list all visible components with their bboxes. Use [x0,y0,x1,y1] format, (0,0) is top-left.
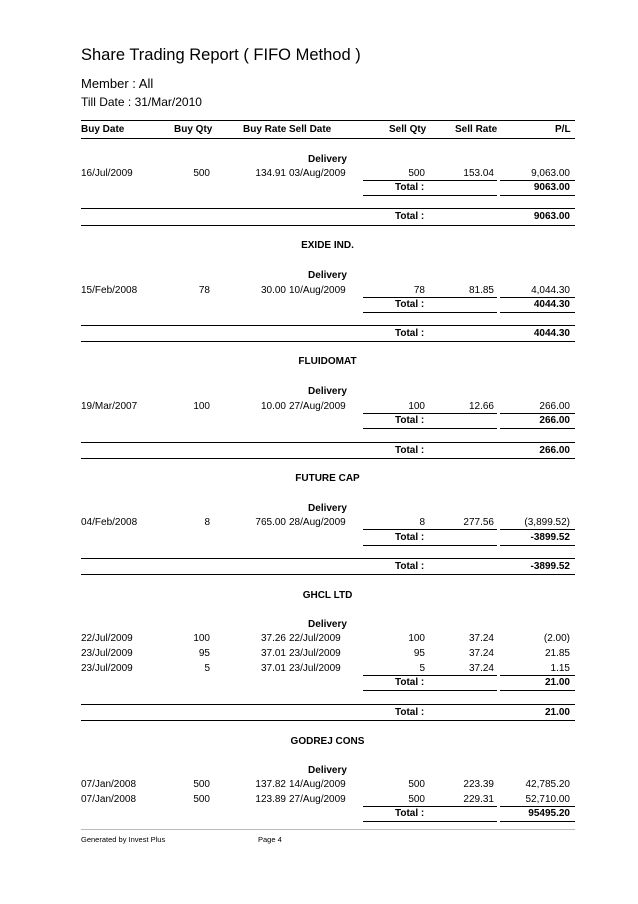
header-buy-qty: Buy Qty [174,124,213,135]
total-top-rule [81,442,575,443]
sell-qty: 500 [408,779,425,790]
subtotal-bottom-rule [500,312,575,313]
subtotal-rule [363,297,497,298]
profit-loss: (2.00) [543,633,570,644]
footer-rule [81,829,575,830]
total-value: 9063.00 [533,211,570,222]
buy-date: 07/Jan/2008 [81,779,137,790]
sell-rate: 81.85 [468,285,494,296]
subtotal-rule [500,675,575,676]
delivery-label: Delivery [308,154,347,165]
buy-qty: 78 [198,285,210,296]
subtotal-bottom-rule [363,545,497,546]
header-buy-rate: Buy Rate [243,124,287,135]
delivery-label: Delivery [308,765,347,776]
buy-rate: 30.00 [260,285,286,296]
subtotal-rule [363,413,497,414]
sell-qty: 100 [408,633,425,644]
sell-rate: 37.24 [468,663,494,674]
sell-rate: 37.24 [468,648,494,659]
page-number: Page 4 [258,835,282,844]
subtotal-bottom-rule [500,545,575,546]
total-label: Total : [395,211,425,222]
buy-date: 23/Jul/2009 [81,663,133,674]
header-bottom-rule [81,138,575,139]
buy-rate: 37.01 [260,663,286,674]
total-label: Total : [395,707,425,718]
buy-date: 22/Jul/2009 [81,633,133,644]
buy-date: 19/Mar/2007 [81,401,138,412]
total-top-rule [81,325,575,326]
sell-rate: 153.04 [463,168,494,179]
subtotal-bottom-rule [363,312,497,313]
subtotal-value: 266.00 [539,415,570,426]
subtotal-rule [363,180,497,181]
subtotal-bottom-rule [500,195,575,196]
total-value: 4044.30 [533,328,570,339]
profit-loss: 52,710.00 [525,794,570,805]
header-pl: P/L [555,124,571,135]
subtotal-rule [500,529,575,530]
subtotal-rule [500,413,575,414]
buy-date: 15/Feb/2008 [81,285,138,296]
header-sell-rate: Sell Rate [455,124,498,135]
subtotal-rule [500,180,575,181]
sell-rate: 277.56 [463,517,494,528]
delivery-label: Delivery [308,619,347,630]
subtotal-label: Total : [395,677,425,688]
subtotal-bottom-rule [500,821,575,822]
buy-date: 23/Jul/2009 [81,648,133,659]
scrip-name: FLUIDOMAT [298,356,357,367]
total-bottom-rule [81,574,575,575]
scrip-name: EXIDE IND. [301,240,354,251]
till-date-line: Till Date : 31/Mar/2010 [81,95,202,109]
subtotal-rule [363,675,497,676]
sell-date: 03/Aug/2009 [289,168,346,179]
total-top-rule [81,704,575,705]
total-value: 21.00 [544,707,570,718]
sell-date: 22/Jul/2009 [289,633,341,644]
buy-rate: 137.82 [255,779,286,790]
header-sell-qty: Sell Qty [389,124,427,135]
subtotal-value: 21.00 [544,677,570,688]
sell-date: 10/Aug/2009 [289,285,346,296]
buy-rate: 134.91 [255,168,286,179]
subtotal-rule [500,806,575,807]
buy-date: 16/Jul/2009 [81,168,133,179]
total-label: Total : [395,445,425,456]
buy-qty: 100 [193,633,210,644]
header-sell-date: Sell Date [289,124,332,135]
sell-qty: 5 [419,663,425,674]
subtotal-value: 95495.20 [528,808,570,819]
subtotal-label: Total : [395,182,425,193]
member-line: Member : All [81,76,154,91]
subtotal-bottom-rule [363,428,497,429]
scrip-name: FUTURE CAP [295,473,360,484]
subtotal-value: 4044.30 [533,299,570,310]
buy-rate: 37.26 [260,633,286,644]
subtotal-label: Total : [395,415,425,426]
subtotal-bottom-rule [363,821,497,822]
subtotal-bottom-rule [500,690,575,691]
sell-qty: 8 [419,517,425,528]
delivery-label: Delivery [308,503,347,514]
sell-qty: 500 [408,794,425,805]
sell-qty: 100 [408,401,425,412]
buy-date: 07/Jan/2008 [81,794,137,805]
profit-loss: 4,044.30 [531,285,570,296]
report-title: Share Trading Report ( FIFO Method ) [81,46,361,64]
subtotal-label: Total : [395,808,425,819]
buy-rate: 10.00 [260,401,286,412]
sell-rate: 37.24 [468,633,494,644]
subtotal-bottom-rule [363,195,497,196]
buy-date: 04/Feb/2008 [81,517,138,528]
sell-date: 14/Aug/2009 [289,779,346,790]
total-value: 266.00 [539,445,570,456]
profit-loss: 42,785.20 [525,779,570,790]
buy-qty: 5 [204,663,210,674]
profit-loss: 266.00 [539,401,570,412]
profit-loss: 21.85 [544,648,570,659]
total-top-rule [81,558,575,559]
subtotal-value: 9063.00 [533,182,570,193]
buy-qty: 8 [204,517,210,528]
total-bottom-rule [81,341,575,342]
scrip-name: GHCL LTD [302,590,353,601]
delivery-label: Delivery [308,386,347,397]
header-buy-date: Buy Date [81,124,125,135]
sell-date: 27/Aug/2009 [289,401,346,412]
sell-rate: 12.66 [468,401,494,412]
subtotal-bottom-rule [363,690,497,691]
header-top-rule [81,120,575,121]
sell-rate: 229.31 [463,794,494,805]
subtotal-bottom-rule [500,428,575,429]
sell-qty: 78 [413,285,425,296]
subtotal-rule [500,297,575,298]
total-bottom-rule [81,225,575,226]
profit-loss: 9,063.00 [531,168,570,179]
buy-qty: 500 [193,168,210,179]
total-bottom-rule [81,720,575,721]
buy-rate: 123.89 [255,794,286,805]
buy-rate: 765.00 [255,517,286,528]
sell-rate: 223.39 [463,779,494,790]
total-bottom-rule [81,458,575,459]
profit-loss: (3,899.52) [524,517,570,528]
total-label: Total : [395,328,425,339]
buy-qty: 95 [198,648,210,659]
subtotal-rule [363,529,497,530]
buy-rate: 37.01 [260,648,286,659]
sell-date: 23/Jul/2009 [289,648,341,659]
buy-qty: 500 [193,779,210,790]
total-label: Total : [395,561,425,572]
sell-date: 27/Aug/2009 [289,794,346,805]
subtotal-value: -3899.52 [530,532,570,543]
total-top-rule [81,208,575,209]
sell-date: 23/Jul/2009 [289,663,341,674]
sell-date: 28/Aug/2009 [289,517,346,528]
buy-qty: 500 [193,794,210,805]
profit-loss: 1.15 [550,663,570,674]
buy-qty: 100 [193,401,210,412]
sell-qty: 500 [408,168,425,179]
sell-qty: 95 [413,648,425,659]
delivery-label: Delivery [308,270,347,281]
subtotal-label: Total : [395,532,425,543]
scrip-name: GODREJ CONS [290,736,365,747]
subtotal-rule [363,806,497,807]
generated-by-label: Generated by Invest Plus [81,835,166,844]
subtotal-label: Total : [395,299,425,310]
total-value: -3899.52 [530,561,570,572]
